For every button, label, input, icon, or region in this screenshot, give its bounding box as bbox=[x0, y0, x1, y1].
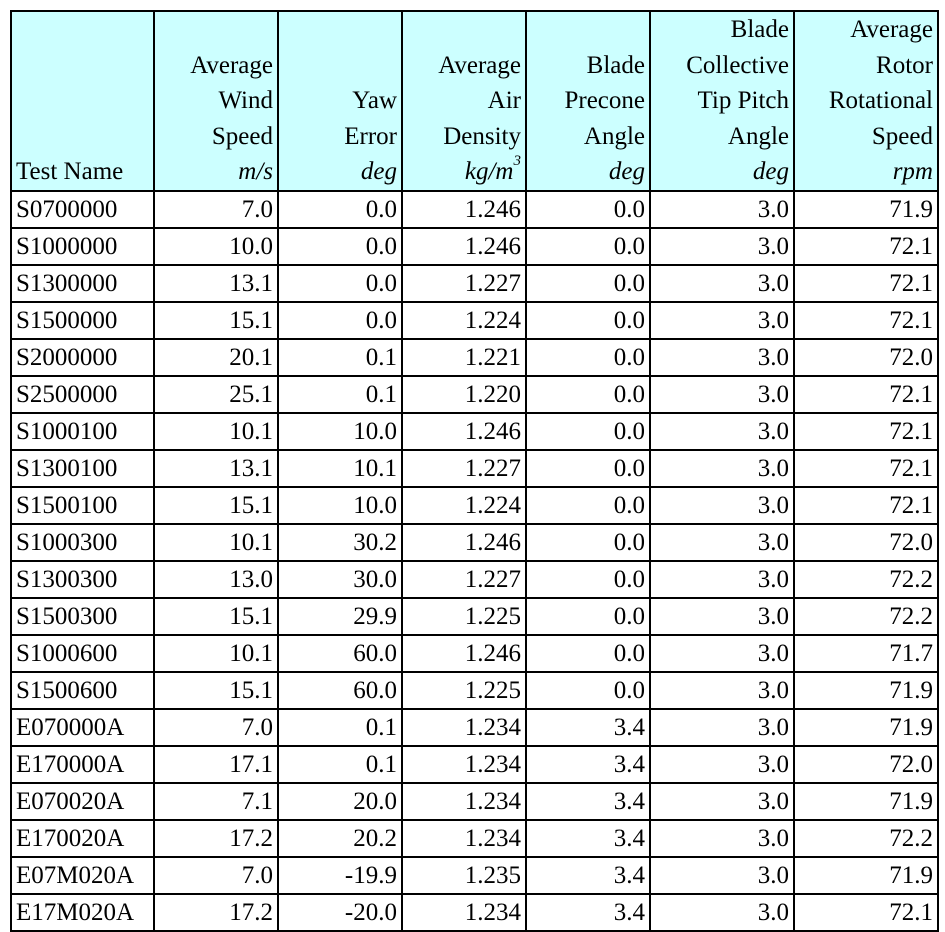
value-cell: 20.0 bbox=[278, 783, 402, 820]
test-name-cell: E07M020A bbox=[11, 857, 154, 894]
value-cell: 3.0 bbox=[650, 635, 794, 672]
table-header bbox=[11, 11, 938, 191]
table-row bbox=[11, 635, 938, 672]
value-cell: 71.7 bbox=[794, 635, 938, 672]
value-cell: 15.1 bbox=[154, 598, 278, 635]
value-cell: 1.225 bbox=[402, 672, 526, 709]
test-name-cell: S1500100 bbox=[11, 487, 154, 524]
value-cell: 60.0 bbox=[278, 635, 402, 672]
value-cell: 13.1 bbox=[154, 265, 278, 302]
value-cell: 3.0 bbox=[650, 524, 794, 561]
value-cell: 72.1 bbox=[794, 894, 938, 931]
test-name-cell: E170000A bbox=[11, 746, 154, 783]
column-header-average-wind-speed bbox=[154, 11, 278, 191]
test-name-cell: S1300100 bbox=[11, 450, 154, 487]
value-cell: 13.0 bbox=[154, 561, 278, 598]
value-cell: 72.0 bbox=[794, 746, 938, 783]
value-cell: 3.0 bbox=[650, 672, 794, 709]
value-cell: 25.1 bbox=[154, 376, 278, 413]
value-cell: 3.0 bbox=[650, 746, 794, 783]
table-body bbox=[11, 191, 938, 931]
value-cell: 3.0 bbox=[650, 820, 794, 857]
value-cell: 10.1 bbox=[154, 524, 278, 561]
value-cell: 1.246 bbox=[402, 524, 526, 561]
value-cell: 0.0 bbox=[278, 302, 402, 339]
value-cell: 1.246 bbox=[402, 191, 526, 228]
column-unit bbox=[799, 154, 933, 190]
column-header-line: Blade bbox=[730, 16, 789, 43]
table-row bbox=[11, 783, 938, 820]
value-cell: 17.2 bbox=[154, 820, 278, 857]
value-cell: 1.234 bbox=[402, 894, 526, 931]
value-cell: 0.0 bbox=[526, 635, 650, 672]
value-cell: 7.0 bbox=[154, 191, 278, 228]
value-cell: 20.1 bbox=[154, 339, 278, 376]
value-cell: 60.0 bbox=[278, 672, 402, 709]
column-header-line: Precone bbox=[564, 87, 645, 114]
value-cell: 72.0 bbox=[794, 524, 938, 561]
table-row bbox=[11, 894, 938, 931]
value-cell: 10.0 bbox=[278, 487, 402, 524]
value-cell: 0.1 bbox=[278, 746, 402, 783]
value-cell: 0.0 bbox=[278, 191, 402, 228]
column-header-average-rotor-speed bbox=[794, 11, 938, 191]
column-unit-text: rpm bbox=[892, 158, 933, 185]
value-cell: 0.0 bbox=[526, 228, 650, 265]
table-row bbox=[11, 339, 938, 376]
value-cell: 71.9 bbox=[794, 783, 938, 820]
value-cell: 0.0 bbox=[278, 265, 402, 302]
value-cell: 3.0 bbox=[650, 487, 794, 524]
table-row bbox=[11, 487, 938, 524]
column-unit-text: deg bbox=[360, 158, 397, 185]
value-cell: 1.227 bbox=[402, 265, 526, 302]
value-cell: 0.0 bbox=[526, 339, 650, 376]
value-cell: 3.4 bbox=[526, 820, 650, 857]
table-row bbox=[11, 524, 938, 561]
table-row bbox=[11, 709, 938, 746]
value-cell: 0.0 bbox=[526, 598, 650, 635]
value-cell: 1.246 bbox=[402, 228, 526, 265]
test-name-cell: S1300000 bbox=[11, 265, 154, 302]
value-cell: 0.0 bbox=[526, 302, 650, 339]
value-cell: 7.1 bbox=[154, 783, 278, 820]
column-header-line: Blade bbox=[586, 51, 645, 79]
column-header-line: Yaw bbox=[352, 87, 397, 114]
value-cell: 15.1 bbox=[154, 672, 278, 709]
value-cell: 72.1 bbox=[794, 265, 938, 302]
column-header-yaw-error bbox=[278, 11, 402, 191]
test-name-cell: E170020A bbox=[11, 820, 154, 857]
value-cell: 7.0 bbox=[154, 857, 278, 894]
value-cell: 1.235 bbox=[402, 857, 526, 894]
value-cell: 1.234 bbox=[402, 746, 526, 783]
table-row bbox=[11, 450, 938, 487]
value-cell: 72.1 bbox=[794, 302, 938, 339]
value-cell: 3.0 bbox=[650, 228, 794, 265]
value-cell: 17.2 bbox=[154, 894, 278, 931]
value-cell: 0.1 bbox=[278, 339, 402, 376]
value-cell: 1.220 bbox=[402, 376, 526, 413]
value-cell: 10.0 bbox=[154, 228, 278, 265]
value-cell: 1.225 bbox=[402, 598, 526, 635]
header-row bbox=[11, 11, 938, 191]
value-cell: 17.1 bbox=[154, 746, 278, 783]
table-row bbox=[11, 413, 938, 450]
value-cell: 0.0 bbox=[526, 265, 650, 302]
column-header-line: Rotational bbox=[828, 87, 933, 114]
value-cell: 72.2 bbox=[794, 598, 938, 635]
test-name-cell: S1500300 bbox=[11, 598, 154, 635]
value-cell: 10.1 bbox=[154, 635, 278, 672]
value-cell: 3.0 bbox=[650, 561, 794, 598]
value-cell: 3.0 bbox=[650, 413, 794, 450]
table-row bbox=[11, 857, 938, 894]
column-header-average-air-density bbox=[402, 11, 526, 191]
value-cell: 15.1 bbox=[154, 487, 278, 524]
value-cell: 72.1 bbox=[794, 487, 938, 524]
table-row bbox=[11, 302, 938, 339]
test-name-cell: E17M020A bbox=[11, 894, 154, 931]
value-cell: 29.9 bbox=[278, 598, 402, 635]
value-cell: 3.0 bbox=[650, 857, 794, 894]
value-cell: 7.0 bbox=[154, 709, 278, 746]
value-cell: 1.224 bbox=[402, 487, 526, 524]
value-cell: 30.0 bbox=[278, 561, 402, 598]
value-cell: 10.1 bbox=[154, 413, 278, 450]
value-cell: 72.2 bbox=[794, 561, 938, 598]
test-name-cell: S2000000 bbox=[11, 339, 154, 376]
value-cell: 0.0 bbox=[526, 561, 650, 598]
value-cell: 72.1 bbox=[794, 228, 938, 265]
value-cell: 3.0 bbox=[650, 783, 794, 820]
column-header-blade-precone-angle bbox=[526, 11, 650, 191]
column-unit-text: deg bbox=[608, 158, 645, 185]
table-row bbox=[11, 191, 938, 228]
column-header-line: Error bbox=[344, 122, 397, 150]
table-row bbox=[11, 265, 938, 302]
column-header-line: Speed bbox=[211, 122, 273, 150]
value-cell: 20.2 bbox=[278, 820, 402, 857]
value-cell: 1.227 bbox=[402, 450, 526, 487]
value-cell: 72.1 bbox=[794, 450, 938, 487]
value-cell: 3.4 bbox=[526, 857, 650, 894]
test-name-cell: S1000100 bbox=[11, 413, 154, 450]
value-cell: 1.246 bbox=[402, 413, 526, 450]
column-unit bbox=[407, 154, 521, 190]
value-cell: 3.4 bbox=[526, 746, 650, 783]
column-header-line: Average bbox=[438, 51, 521, 79]
column-header-line: Air bbox=[487, 87, 521, 114]
value-cell: 3.0 bbox=[650, 265, 794, 302]
value-cell: 3.0 bbox=[650, 191, 794, 228]
value-cell: 3.4 bbox=[526, 709, 650, 746]
table-row bbox=[11, 561, 938, 598]
column-header-line: Average bbox=[850, 16, 933, 43]
column-header-line: Collective bbox=[686, 51, 789, 79]
column-unit bbox=[531, 154, 645, 190]
column-header-line: Density bbox=[443, 122, 521, 150]
value-cell: 3.4 bbox=[526, 894, 650, 931]
value-cell: 0.0 bbox=[526, 487, 650, 524]
table-row bbox=[11, 228, 938, 265]
value-cell: 13.1 bbox=[154, 450, 278, 487]
value-cell: 3.0 bbox=[650, 376, 794, 413]
column-header-line: Angle bbox=[583, 122, 645, 150]
value-cell: 1.246 bbox=[402, 635, 526, 672]
value-cell: 3.0 bbox=[650, 894, 794, 931]
column-unit bbox=[283, 154, 397, 190]
value-cell: 30.2 bbox=[278, 524, 402, 561]
value-cell: 1.234 bbox=[402, 820, 526, 857]
value-cell: 0.0 bbox=[526, 450, 650, 487]
value-cell: 3.0 bbox=[650, 450, 794, 487]
value-cell: -20.0 bbox=[278, 894, 402, 931]
value-cell: 71.9 bbox=[794, 191, 938, 228]
column-header-blade-tip-pitch-angle bbox=[650, 11, 794, 191]
value-cell: 0.0 bbox=[526, 524, 650, 561]
column-header-line: Average bbox=[190, 51, 273, 79]
value-cell: 1.224 bbox=[402, 302, 526, 339]
value-cell: 0.0 bbox=[526, 191, 650, 228]
value-cell: 1.221 bbox=[402, 339, 526, 376]
value-cell: 1.234 bbox=[402, 709, 526, 746]
test-name-cell: S1000000 bbox=[11, 228, 154, 265]
table-row bbox=[11, 598, 938, 635]
value-cell: 0.1 bbox=[278, 709, 402, 746]
table-row bbox=[11, 672, 938, 709]
column-header-line: Wind bbox=[218, 87, 273, 114]
value-cell: 0.0 bbox=[526, 672, 650, 709]
value-cell: 10.0 bbox=[278, 413, 402, 450]
value-cell: 0.0 bbox=[278, 228, 402, 265]
column-unit bbox=[159, 154, 273, 190]
value-cell: 71.9 bbox=[794, 672, 938, 709]
column-header-line: Rotor bbox=[876, 51, 933, 79]
test-name-cell: S1300300 bbox=[11, 561, 154, 598]
test-name-cell: S2500000 bbox=[11, 376, 154, 413]
column-header-line: Tip Pitch bbox=[697, 87, 789, 114]
value-cell: 15.1 bbox=[154, 302, 278, 339]
test-name-cell: S1000300 bbox=[11, 524, 154, 561]
value-cell: 71.9 bbox=[794, 857, 938, 894]
test-name-cell: S1500600 bbox=[11, 672, 154, 709]
value-cell: 10.1 bbox=[278, 450, 402, 487]
column-header-line: Angle bbox=[727, 122, 789, 150]
column-header-line: Speed bbox=[871, 122, 933, 150]
value-cell: 72.1 bbox=[794, 376, 938, 413]
test-name-cell: E070000A bbox=[11, 709, 154, 746]
test-name-cell: E070020A bbox=[11, 783, 154, 820]
test-conditions-table bbox=[10, 10, 939, 932]
value-cell: 72.0 bbox=[794, 339, 938, 376]
test-name-cell: S1000600 bbox=[11, 635, 154, 672]
value-cell: 3.0 bbox=[650, 709, 794, 746]
column-unit-text: m/s bbox=[238, 158, 273, 185]
value-cell: 0.1 bbox=[278, 376, 402, 413]
value-cell: 3.4 bbox=[526, 783, 650, 820]
value-cell: 72.1 bbox=[794, 413, 938, 450]
column-unit-superscript: 3 bbox=[513, 153, 521, 169]
column-unit-text: deg bbox=[752, 158, 789, 185]
value-cell: 71.9 bbox=[794, 709, 938, 746]
value-cell: 3.0 bbox=[650, 598, 794, 635]
table-row bbox=[11, 820, 938, 857]
value-cell: 3.0 bbox=[650, 339, 794, 376]
value-cell: 72.2 bbox=[794, 820, 938, 857]
value-cell: 1.227 bbox=[402, 561, 526, 598]
column-header-line: Test Name bbox=[16, 158, 124, 185]
table-row bbox=[11, 376, 938, 413]
test-name-cell: S1500000 bbox=[11, 302, 154, 339]
test-name-cell: S0700000 bbox=[11, 191, 154, 228]
value-cell: 3.0 bbox=[650, 302, 794, 339]
value-cell: 0.0 bbox=[526, 413, 650, 450]
value-cell: 1.234 bbox=[402, 783, 526, 820]
column-unit bbox=[655, 154, 789, 190]
column-header-test-name bbox=[11, 11, 154, 191]
value-cell: -19.9 bbox=[278, 857, 402, 894]
column-unit-text: kg/m bbox=[464, 158, 514, 185]
value-cell: 0.0 bbox=[526, 376, 650, 413]
table-row bbox=[11, 746, 938, 783]
